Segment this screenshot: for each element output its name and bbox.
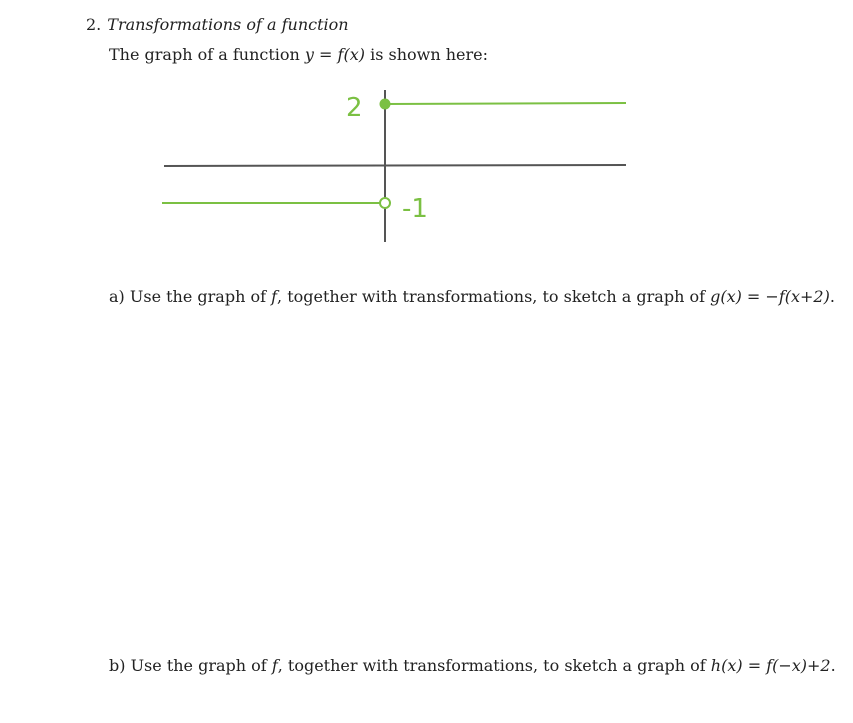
- question-a-prefix: a) Use the graph of: [109, 287, 272, 306]
- intro-before: The graph of a function: [109, 45, 305, 64]
- upper-segment: [385, 103, 626, 104]
- question-a: [109, 287, 835, 307]
- intro-after: is shown here:: [364, 45, 488, 64]
- intro-y: y: [304, 45, 314, 64]
- question-b-middle: , together with transformations, to sketch a graph of: [277, 656, 711, 675]
- problem-title: Transformations of a function: [107, 15, 349, 34]
- label-minus-one: -1: [402, 194, 428, 224]
- problem-number: 2.: [86, 15, 102, 34]
- question-a-f: f: [271, 287, 278, 306]
- question-a-middle: , together with transformations, to sketch a graph of: [277, 287, 711, 306]
- intro-arg: (x): [343, 45, 365, 64]
- question-a-suffix: .: [829, 287, 835, 306]
- question-b-suffix: .: [830, 656, 836, 675]
- intro-f: f: [337, 45, 344, 64]
- question-b-expr: h(x) = f(−x)+2: [710, 656, 831, 675]
- intro-text: [109, 45, 488, 65]
- label-two: 2: [346, 93, 363, 123]
- open-dot: [380, 198, 390, 208]
- intro-eq: =: [313, 45, 338, 64]
- closed-dot: [380, 99, 391, 110]
- question-b-f: f: [271, 656, 278, 675]
- question-a-expr: g(x) = −f(x+2): [710, 287, 830, 306]
- question-b-prefix: b) Use the graph of: [109, 656, 272, 675]
- x-axis: [164, 165, 626, 166]
- function-graph: [150, 80, 640, 255]
- question-b: [109, 656, 836, 676]
- problem-heading: [86, 15, 349, 35]
